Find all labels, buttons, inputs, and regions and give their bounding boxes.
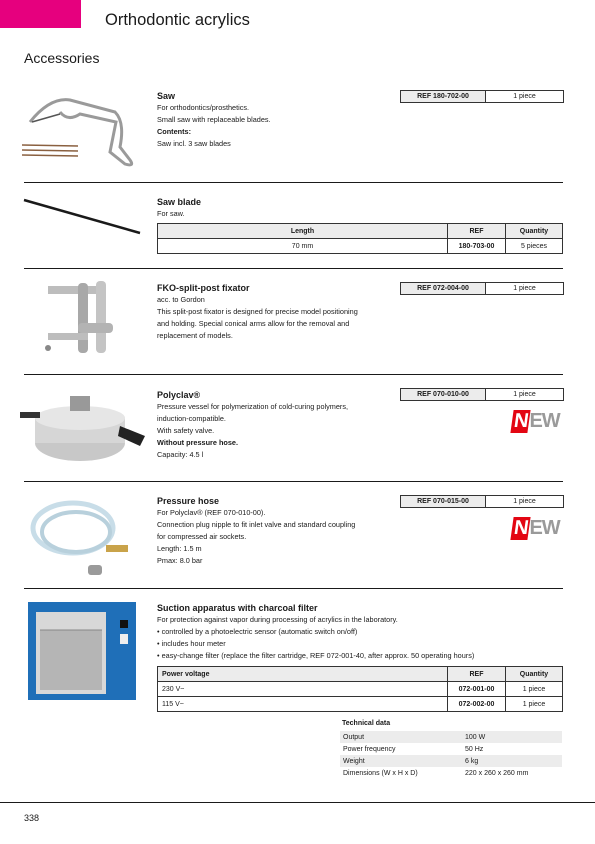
fixator-description: acc. to Gordon This split-post fixator is designed for precise model positioning and holding. Special conical arms allow for the removal and replacement of models. xyxy=(157,295,358,340)
divider xyxy=(24,588,563,589)
tech-row: Dimensions (W x H x D) 220 x 260 x 260 mm xyxy=(343,769,529,777)
pressure-hose-title: Pressure hose xyxy=(157,496,220,506)
saw-description: For orthodontics/prosthetics. Small saw with replaceable blades. Contents: Saw incl. 3 saw blades xyxy=(157,103,271,148)
pressure-hose-description: For Polyclav® (REF 070-010-00). Connection plug nipple to fit inlet valve and standard coupling for compressed air sockets. Length: 1.5 m Pmax: 8.0 bar xyxy=(157,508,356,565)
tech-data-table xyxy=(340,731,562,779)
footer-rule xyxy=(0,802,595,803)
suction-table: Power voltage REF Quantity 230 V~ 072-001-00 1 piece 115 V~ 072-002-00 1 piece xyxy=(157,666,563,712)
page-number: 338 xyxy=(24,813,40,823)
polyclav-title: Polyclav® xyxy=(157,390,201,400)
section-title: Accessories xyxy=(24,50,100,66)
table-row: 115 V~ 072-002-00 1 piece xyxy=(158,697,563,712)
saw-ref-table: REF 180-702-00 1 piece xyxy=(400,90,564,103)
tech-data-title: Technical data xyxy=(342,720,391,727)
saw-blade-description: For saw. xyxy=(157,209,185,218)
pressure-hose-image xyxy=(28,490,138,580)
suction-title: Suction apparatus with charcoal filter xyxy=(157,603,318,613)
polyclav-description: Pressure vessel for polymerization of cold-curing polymers, induction-compatible. With safety valve. Without pressure hose. Capacity: 4.5 l xyxy=(157,402,349,459)
saw-title: Saw xyxy=(157,91,176,101)
saw-blade-image xyxy=(20,195,145,240)
saw-blade-title: Saw blade xyxy=(157,197,202,207)
fixator-image xyxy=(38,278,138,363)
tech-row: Weight 6 kg xyxy=(340,755,562,767)
new-badge: NEW xyxy=(512,410,560,433)
polyclav-ref-table: REF 070-010-00 1 piece xyxy=(400,388,564,401)
header-accent-block xyxy=(0,0,81,28)
page-title: Orthodontic acrylics xyxy=(105,11,250,29)
polyclav-image xyxy=(20,388,150,468)
divider xyxy=(24,374,563,375)
fixator-title: FKO-split-post fixator xyxy=(157,283,250,293)
new-badge: NEW xyxy=(512,517,560,540)
suction-apparatus-image xyxy=(28,600,140,702)
tech-row: Power frequency 50 Hz xyxy=(343,745,484,753)
table-row: 230 V~ 072-001-00 1 piece xyxy=(158,682,563,697)
saw-blade-table: Length REF Quantity 70 mm 180-703-00 5 pieces xyxy=(157,223,563,254)
suction-description: For protection against vapor during processing of acrylics in the laboratory. • controlled by a photoelectric sensor (automatic switch on/off) • includes hour meter • easy-change filter (replace the filter cartridge, REF 072-001-40, after approx. 50 operating hours) xyxy=(157,615,475,660)
tech-row: Output 100 W xyxy=(340,731,562,743)
divider xyxy=(24,268,563,269)
table-row: 70 mm 180-703-00 5 pieces xyxy=(158,239,563,254)
divider xyxy=(24,481,563,482)
saw-image xyxy=(20,92,145,172)
divider xyxy=(24,182,563,183)
fixator-ref-table: REF 072-004-00 1 piece xyxy=(400,282,564,295)
pressure-hose-ref-table: REF 070-015-00 1 piece xyxy=(400,495,564,508)
